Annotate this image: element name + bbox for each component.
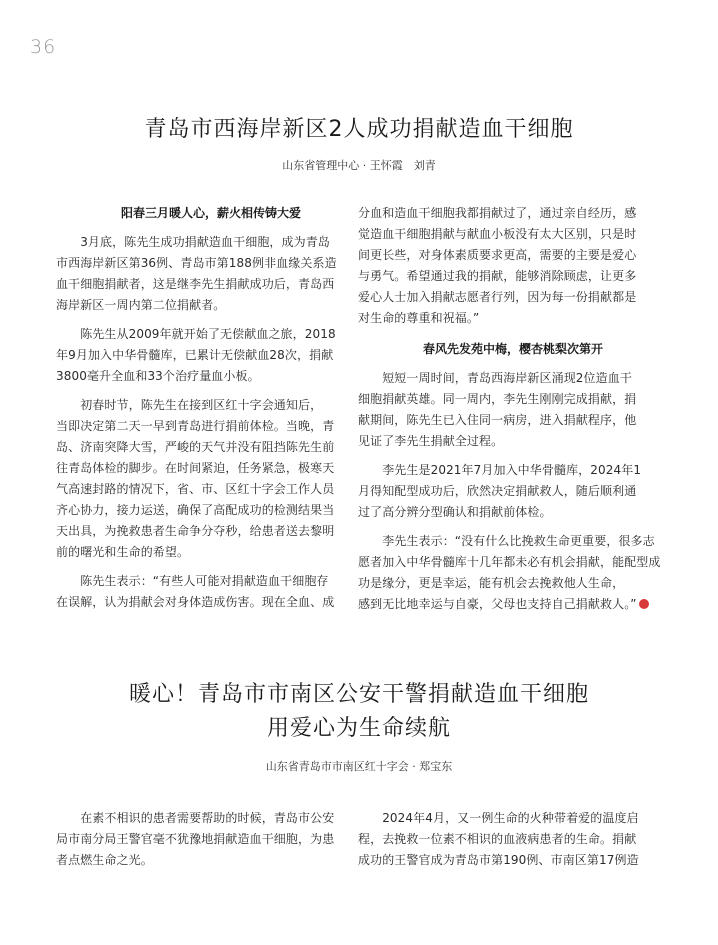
article-2-title-line-2: 用爱心为生命续航 [266,716,451,741]
article-1-byline: 山东省管理中心 · 王怀霞 刘青 [282,159,436,172]
text-line: 齐心协力，接力运送，确保了高配成功的检测结果当 [56,503,335,517]
text-line: 对生命的尊重和祝福。” [358,311,480,325]
text-line: 爱心人士加入捐献志愿者行列，因为每一份捐献都是 [358,290,637,304]
paragraph-continued [358,203,668,329]
text-line: 李先生是2021年7月加入中华骨髓库，2024年1 [358,463,642,477]
text-line: 功是缘分，更是幸运，能有机会去挽救他人生命， [358,576,625,590]
text-line: 间更长些，对身体素质要求更高，需要的主要是爱心 [358,248,637,262]
text-line: 与勇气。希望通过我的捐献，能够消除顾虑，让更多 [358,269,637,283]
article-2-byline: 山东省青岛市市南区红十字会 · 郑宝东 [265,760,453,773]
article-2-title-line-1: 暖心！青岛市市南区公安干警捐献造血干细胞 [128,682,589,707]
text-line: 过了高分辨分型确认和捐献前体检。 [358,505,552,519]
text-line: 局市南分局王警官毫不犹豫地捐献造血干细胞，为患 [56,832,335,846]
text-line: 气高速封路的情况下，省、市、区红十字会工作人员 [56,482,335,496]
article-2-right-column [358,808,668,898]
text-line: 成功的王警官成为青岛市第190例、市南区第17例造 [358,853,639,867]
text-line: 2024年4月，又一例生命的火种带着爱的温度启 [358,811,639,825]
paragraph [358,368,668,452]
text-line: 细胞捐献英雄。同一周内，李先生刚刚完成捐献，捐 [358,392,637,406]
text-line: 海岸新区一周内第二位捐献者。 [56,298,226,312]
red-flower-icon [639,599,649,609]
text-line-last [358,594,668,615]
paragraph [56,571,366,613]
text-line: 岛、济南突降大雪，严峻的天气并没有阻挡陈先生前 [56,440,335,454]
text-line: 程，去挽救一位素不相识的血液病患者的生命。捐献 [358,832,637,846]
page-number: 36 [30,36,57,58]
paragraph [358,460,668,523]
article-1-title: 青岛市西海岸新区2人成功捐献造血干细胞 [144,117,574,142]
text-line: 前的曙光和生命的希望。 [56,545,190,559]
article-1-left-column [56,203,366,643]
article-1-subhead-1: 阳春三月暖人心，薪火相传铸大爱 [120,206,301,220]
text-line: 3800毫升全血和33个治疗量血小板。 [56,369,260,383]
text-line: 见证了李先生捐献全过程。 [358,434,504,448]
text-line: 血干细胞捐献者，这是继李先生捐献成功后，青岛西 [56,277,335,291]
paragraph [56,324,366,387]
article-2-left-column [56,808,366,898]
text-line: 者点燃生命之光。 [56,853,153,867]
text-line: 往青岛体检的脚步。在时间紧迫，任务紧急，极寒天 [56,461,335,475]
text-line: 愿者加入中华骨髓库十几年都未必有机会捐献，能配型成 [358,555,661,569]
text-line: 短短一周时间，青岛西海岸新区涌现2位造血干 [358,371,632,385]
text-line: 初春时节，陈先生在接到区红十字会通知后， [56,398,323,412]
text-line: 天出具，为挽救患者生命争分夺秒，给患者送去黎明 [56,524,335,538]
text-line: 觉造血干细胞捐献与献血小板没有太大区别，只是时 [358,227,637,241]
text-line: 李先生表示：“没有什么比挽救生命更重要，很多志 [358,534,655,548]
text-line: 在误解，认为捐献会对身体造成伤害。现在全血、成 [56,595,335,609]
text-line: 献期间，陈先生已入住同一病房，进入捐献程序，他 [358,413,637,427]
paragraph [56,395,366,563]
text-line: 陈先生表示：“有些人可能对捐献造血干细胞存 [56,574,329,588]
text-line: 在素不相识的患者需要帮助的时候，青岛市公安 [56,811,335,825]
text-line: 月得知配型成功后，欣然决定捐献救人，随后顺利通 [358,484,637,498]
text-line: 陈先生从2009年就开始了无偿献血之旅，2018 [56,327,336,341]
text-line: 感到无比地幸运与自豪，父母也支持自己捐献救人。” [358,597,637,611]
text-line: 当即决定第二天一早到青岛进行捐前体检。当晚，青 [56,419,335,433]
article-1-right-column [358,203,668,643]
paragraph [56,232,366,316]
text-line: 市西海岸新区第36例、青岛市第188例非血缘关系造 [56,256,337,270]
text-line: 分血和造血干细胞我都捐献过了，通过亲自经历，感 [358,206,637,220]
article-1-subhead-2: 春风先发苑中梅，樱杏桃梨次第开 [422,342,603,356]
text-line: 3月底，陈先生成功捐献造血干细胞，成为青岛 [56,235,330,249]
text-line: 年9月加入中华骨髓库，已累计无偿献血28次，捐献 [56,348,334,362]
paragraph [358,531,668,615]
